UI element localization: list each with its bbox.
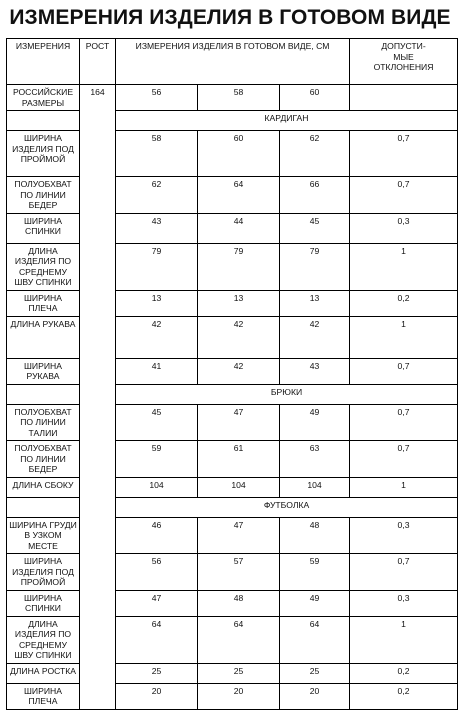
tolerance-value: 1	[350, 316, 458, 358]
section-spacer	[7, 384, 80, 404]
sizes-row-tolerance	[350, 85, 458, 111]
measurement-value: 48	[198, 590, 280, 616]
measurement-row	[7, 177, 458, 214]
measurement-value: 63	[280, 441, 350, 478]
measurement-row	[7, 404, 458, 441]
tolerance-value: 0,2	[350, 663, 458, 683]
tolerance-value: 0,2	[350, 290, 458, 316]
measurements-table	[6, 38, 458, 710]
section-title: КАРДИГАН	[116, 111, 458, 131]
measurement-value: 20	[116, 683, 198, 709]
tolerance-value: 0,3	[350, 213, 458, 243]
tolerance-value: 0,7	[350, 131, 458, 177]
measurement-row	[7, 517, 458, 554]
measurement-value: 44	[198, 213, 280, 243]
measurements-table-body	[7, 39, 458, 710]
measurement-label: ДЛИНА ИЗДЕЛИЯ ПО СРЕДНЕМУ ШВУ СПИНКИ	[7, 243, 80, 290]
measurement-label: ШИРИНА ИЗДЕЛИЯ ПОД ПРОЙМОЙ	[7, 554, 80, 591]
measurement-label: ПОЛУОБХВАТ ПО ЛИНИИ БЕДЕР	[7, 441, 80, 478]
tolerance-value: 0,2	[350, 683, 458, 709]
tolerance-value: 0,7	[350, 404, 458, 441]
tolerance-value: 0,3	[350, 517, 458, 554]
measurement-value: 62	[280, 131, 350, 177]
size-value: 56	[116, 85, 198, 111]
measurement-label: ШИРИНА ПЛЕЧА	[7, 290, 80, 316]
header-measurements: ИЗМЕРЕНИЯ ИЗДЕЛИЯ В ГОТОВОМ ВИДЕ, СМ	[116, 39, 350, 85]
measurement-value: 79	[280, 243, 350, 290]
measurement-value: 47	[198, 517, 280, 554]
measurement-value: 57	[198, 554, 280, 591]
measurement-label: ПОЛУОБХВАТ ПО ЛИНИИ ТАЛИИ	[7, 404, 80, 441]
measurement-value: 61	[198, 441, 280, 478]
section-row	[7, 497, 458, 517]
measurement-value: 41	[116, 358, 198, 384]
measurement-label: ДЛИНА ИЗДЕЛИЯ ПО СРЕДНЕМУ ШВУ СПИНКИ	[7, 616, 80, 663]
measurement-value: 58	[116, 131, 198, 177]
section-spacer	[7, 497, 80, 517]
measurement-label: ШИРИНА ИЗДЕЛИЯ ПОД ПРОЙМОЙ	[7, 131, 80, 177]
measurement-value: 49	[280, 404, 350, 441]
measurement-row	[7, 477, 458, 497]
measurement-row	[7, 213, 458, 243]
measurement-value: 13	[116, 290, 198, 316]
section-title: ФУТБОЛКА	[116, 497, 458, 517]
measurement-value: 20	[280, 683, 350, 709]
measurement-label: ПОЛУОБХВАТ ПО ЛИНИИ БЕДЕР	[7, 177, 80, 214]
measurement-value: 64	[198, 177, 280, 214]
size-value: 60	[280, 85, 350, 111]
height-value: 164	[80, 85, 116, 710]
measurement-value: 64	[280, 616, 350, 663]
measurement-row	[7, 441, 458, 478]
measurement-value: 79	[198, 243, 280, 290]
measurement-row	[7, 358, 458, 384]
measurement-value: 13	[280, 290, 350, 316]
measurement-value: 20	[198, 683, 280, 709]
sizes-row-label: РОССИЙСКИЕ РАЗМЕРЫ	[7, 85, 80, 111]
tolerance-value: 0,7	[350, 177, 458, 214]
measurement-row	[7, 243, 458, 290]
measurement-value: 60	[198, 131, 280, 177]
measurement-row	[7, 131, 458, 177]
measurement-label: ШИРИНА ГРУДИ В УЗКОМ МЕСТЕ	[7, 517, 80, 554]
section-row	[7, 111, 458, 131]
section-spacer	[7, 111, 80, 131]
measurement-value: 56	[116, 554, 198, 591]
tolerance-value: 0,3	[350, 590, 458, 616]
measurement-value: 45	[280, 213, 350, 243]
measurement-value: 104	[116, 477, 198, 497]
measurement-value: 64	[116, 616, 198, 663]
measurement-value: 25	[116, 663, 198, 683]
tolerance-value: 1	[350, 477, 458, 497]
measurement-value: 42	[198, 316, 280, 358]
header-measure: ИЗМЕРЕНИЯ	[7, 39, 80, 85]
measurement-row	[7, 290, 458, 316]
measurement-value: 47	[198, 404, 280, 441]
tolerance-value: 0,7	[350, 358, 458, 384]
measurement-value: 25	[280, 663, 350, 683]
sizes-row	[7, 85, 458, 111]
measurement-value: 25	[198, 663, 280, 683]
measurement-label: ДЛИНА СБОКУ	[7, 477, 80, 497]
measurement-label: ДЛИНА РОСТКА	[7, 663, 80, 683]
measurement-value: 46	[116, 517, 198, 554]
header-tolerance: ДОПУСТИ- МЫЕ ОТКЛОНЕНИЯ	[350, 39, 458, 85]
measurement-label: ШИРИНА РУКАВА	[7, 358, 80, 384]
measurement-value: 62	[116, 177, 198, 214]
measurement-value: 13	[198, 290, 280, 316]
measurement-value: 42	[116, 316, 198, 358]
measurement-label: ШИРИНА ПЛЕЧА	[7, 683, 80, 709]
page-title: ИЗМЕРЕНИЯ ИЗДЕЛИЯ В ГОТОВОМ ВИДЕ	[9, 6, 451, 29]
tolerance-value: 0,7	[350, 441, 458, 478]
measurement-value: 47	[116, 590, 198, 616]
measurement-value: 49	[280, 590, 350, 616]
measurement-value: 43	[116, 213, 198, 243]
measurement-label: ДЛИНА РУКАВА	[7, 316, 80, 358]
measurement-value: 48	[280, 517, 350, 554]
section-row	[7, 384, 458, 404]
measurement-value: 64	[198, 616, 280, 663]
size-value: 58	[198, 85, 280, 111]
tolerance-value: 0,7	[350, 554, 458, 591]
measurement-value: 42	[198, 358, 280, 384]
measurement-row	[7, 554, 458, 591]
measurement-value: 104	[198, 477, 280, 497]
measurement-value: 45	[116, 404, 198, 441]
measurement-row	[7, 683, 458, 709]
header-height: РОСТ	[80, 39, 116, 85]
measurement-value: 59	[280, 554, 350, 591]
measurement-value: 42	[280, 316, 350, 358]
measurement-row	[7, 616, 458, 663]
measurement-value: 104	[280, 477, 350, 497]
section-title: БРЮКИ	[116, 384, 458, 404]
tolerance-value: 1	[350, 616, 458, 663]
measurement-label: ШИРИНА СПИНКИ	[7, 590, 80, 616]
measurement-label: ШИРИНА СПИНКИ	[7, 213, 80, 243]
header-row	[7, 39, 458, 85]
measurement-row	[7, 590, 458, 616]
measurement-row	[7, 316, 458, 358]
measurement-row	[7, 663, 458, 683]
tolerance-value: 1	[350, 243, 458, 290]
measurement-value: 79	[116, 243, 198, 290]
measurement-value: 43	[280, 358, 350, 384]
measurement-value: 59	[116, 441, 198, 478]
measurement-value: 66	[280, 177, 350, 214]
